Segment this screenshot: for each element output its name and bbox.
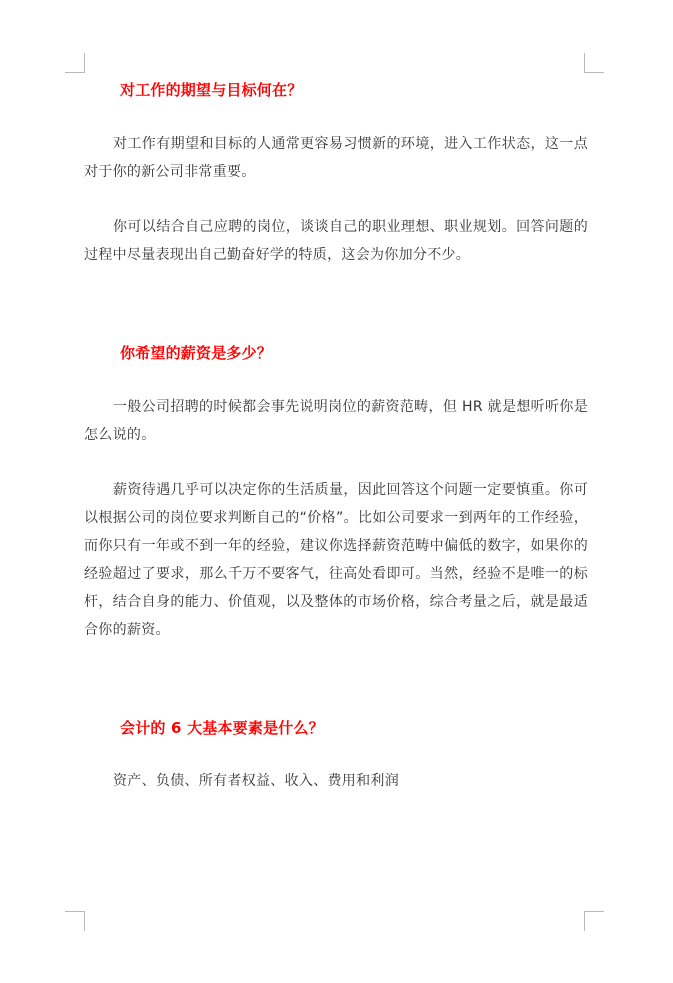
section-heading: 会计的 6 大基本要素是什么？ [120,719,324,737]
margin-corner-bottom-right [584,911,604,931]
section-heading: 你希望的薪资是多少？ [120,344,273,362]
margin-corner-bottom-left [65,911,85,931]
margin-corner-top-left [65,53,85,73]
paragraph: 薪资待遇几乎可以决定你的生活质量，因此回答这个问题一定要慎重。你可以根据公司的岗位要求判断自己的“价格”。比如公司要求一到两年的工作经验，而你只有一年或不到一年的经验，建议你选择薪资范畴中偏低的数字，如果你的经验超过了要求，那么千万不要客气，往高处看即可。当然，经验不是唯一的标杆，结合自身的能力、价值观，以及整体的市场价格，综合考量之后，就是最适合你的薪资。 [84,482,588,638]
section-heading: 对工作的期望与目标何在？ [120,81,303,99]
margin-corner-top-right [584,53,604,73]
paragraph: 资产、负债、所有者权益、收入、费用和利润 [113,773,399,789]
paragraph: 对工作有期望和目标的人通常更容易习惯新的环境，进入工作状态，这一点对于你的新公司非常重要。 [84,136,588,180]
paragraph: 你可以结合自己应聘的岗位，谈谈自己的职业理想、职业规划。回答问题的过程中尽量表现出自己勤奋好学的特质，这会为你加分不少。 [84,219,588,263]
paragraph: 一般公司招聘的时候都会事先说明岗位的薪资范畴，但 HR 就是想听听你是怎么说的。 [84,399,588,443]
